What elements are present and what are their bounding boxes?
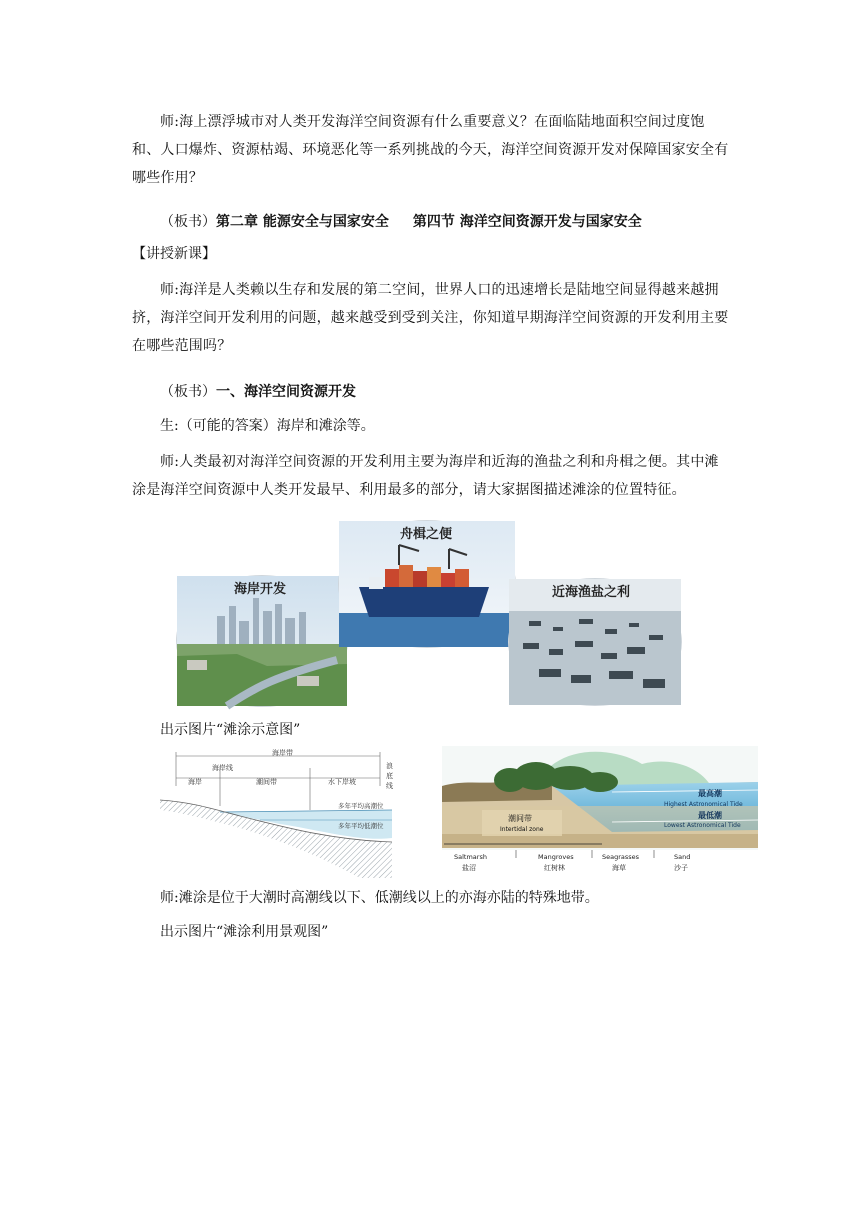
high-tide-label: 多年平均高潮位 [338, 802, 384, 810]
lowest-tide-cn: 最低潮 [698, 811, 722, 820]
highest-tide-en: Highest Astronomical Tide [664, 801, 743, 808]
intertidal-zone-en: Intertidal zone [500, 826, 544, 833]
new-lesson-heading: 【讲授新课】 [132, 246, 216, 262]
low-tide-label: 多年平均低潮位 [338, 822, 384, 830]
fishing-salt-label: 近海渔盐之利 [552, 585, 631, 600]
saltmarsh-cn: 盐沼 [462, 864, 476, 872]
seagrasses-cn: 海草 [612, 864, 626, 872]
mangroves-cn: 红树林 [544, 864, 565, 872]
highest-tide-cn: 最高潮 [698, 789, 722, 798]
saltmarsh-en: Saltmarsh [454, 853, 487, 861]
chapter-title: 第二章 能源安全与国家安全 [216, 214, 389, 230]
wave-base-label-3: 线 [386, 782, 393, 790]
paragraph-floating-city: 师:海上漂浮城市对人类开发海洋空间资源有什么重要意义？在面临陆地面积空间过度饱和、人口爆炸、资源枯竭、环境恶化等一系列挑战的今天，海洋空间资源开发对保障国家安全有哪些作用？ [132, 114, 729, 186]
coastal-zone-diagram [160, 746, 392, 878]
underwater-slope-label: 水下岸坡 [328, 778, 356, 786]
caption-tidal-flat-diagram: 出示图片“滩涂示意图” [160, 722, 301, 738]
board-prefix: （板书） [160, 214, 216, 230]
coast-label: 海岸 [188, 778, 202, 786]
sand-cn: 沙子 [674, 864, 688, 872]
coastal-zone-label: 海岸带 [272, 749, 293, 757]
wave-base-label-2: 底 [386, 772, 393, 780]
wave-base-label-1: 浪 [386, 762, 393, 770]
board-heading-chapter [160, 208, 642, 236]
intertidal-zone-diagram [442, 746, 758, 876]
board-prefix: （板书） [160, 384, 216, 400]
mangroves-en: Mangroves [538, 853, 574, 861]
intertidal-zone-cn: 潮间带 [508, 814, 532, 823]
paragraph-tidal-flat: 师:人类最初对海洋空间资源的开发利用主要为海岸和近海的渔盐之利和舟楫之便。其中滩涂是海洋空间资源中人类开发最早、利用最多的部分，请大家据图描述滩涂的位置特征。 [132, 454, 719, 498]
board-heading-ocean-space [160, 378, 356, 406]
ship-label: 舟楫之便 [400, 527, 453, 542]
intertidal-label: 潮间带 [256, 778, 277, 786]
lowest-tide-en: Lowest Astronomical Tide [664, 822, 741, 829]
student-answer: 生:（可能的答案）海岸和滩涂等。 [160, 418, 375, 434]
sand-en: Sand [674, 853, 691, 861]
paragraph-tidal-flat-definition: 师:滩涂是位于大潮时高潮线以下、低潮线以上的亦海亦陆的特殊地带。 [160, 890, 599, 906]
seagrasses-en: Seagrasses [602, 853, 640, 861]
caption-tidal-flat-landscape: 出示图片“滩涂利用景观图” [160, 924, 329, 940]
ocean-space-title: 一、海洋空间资源开发 [216, 384, 356, 400]
section-title: 第四节 海洋空间资源开发与国家安全 [412, 214, 642, 230]
paragraph-second-space: 师:海洋是人类赖以生存和发展的第二空间，世界人口的迅速增长是陆地空间显得越来越拥挤，海洋空间开发利用的问题，越来越受到受到关注，你知道早期海洋空间资源的开发利用主要在哪些范围吗？ [132, 282, 729, 354]
coastline-label: 海岸线 [212, 764, 233, 772]
coast-development-label: 海岸开发 [234, 582, 287, 597]
